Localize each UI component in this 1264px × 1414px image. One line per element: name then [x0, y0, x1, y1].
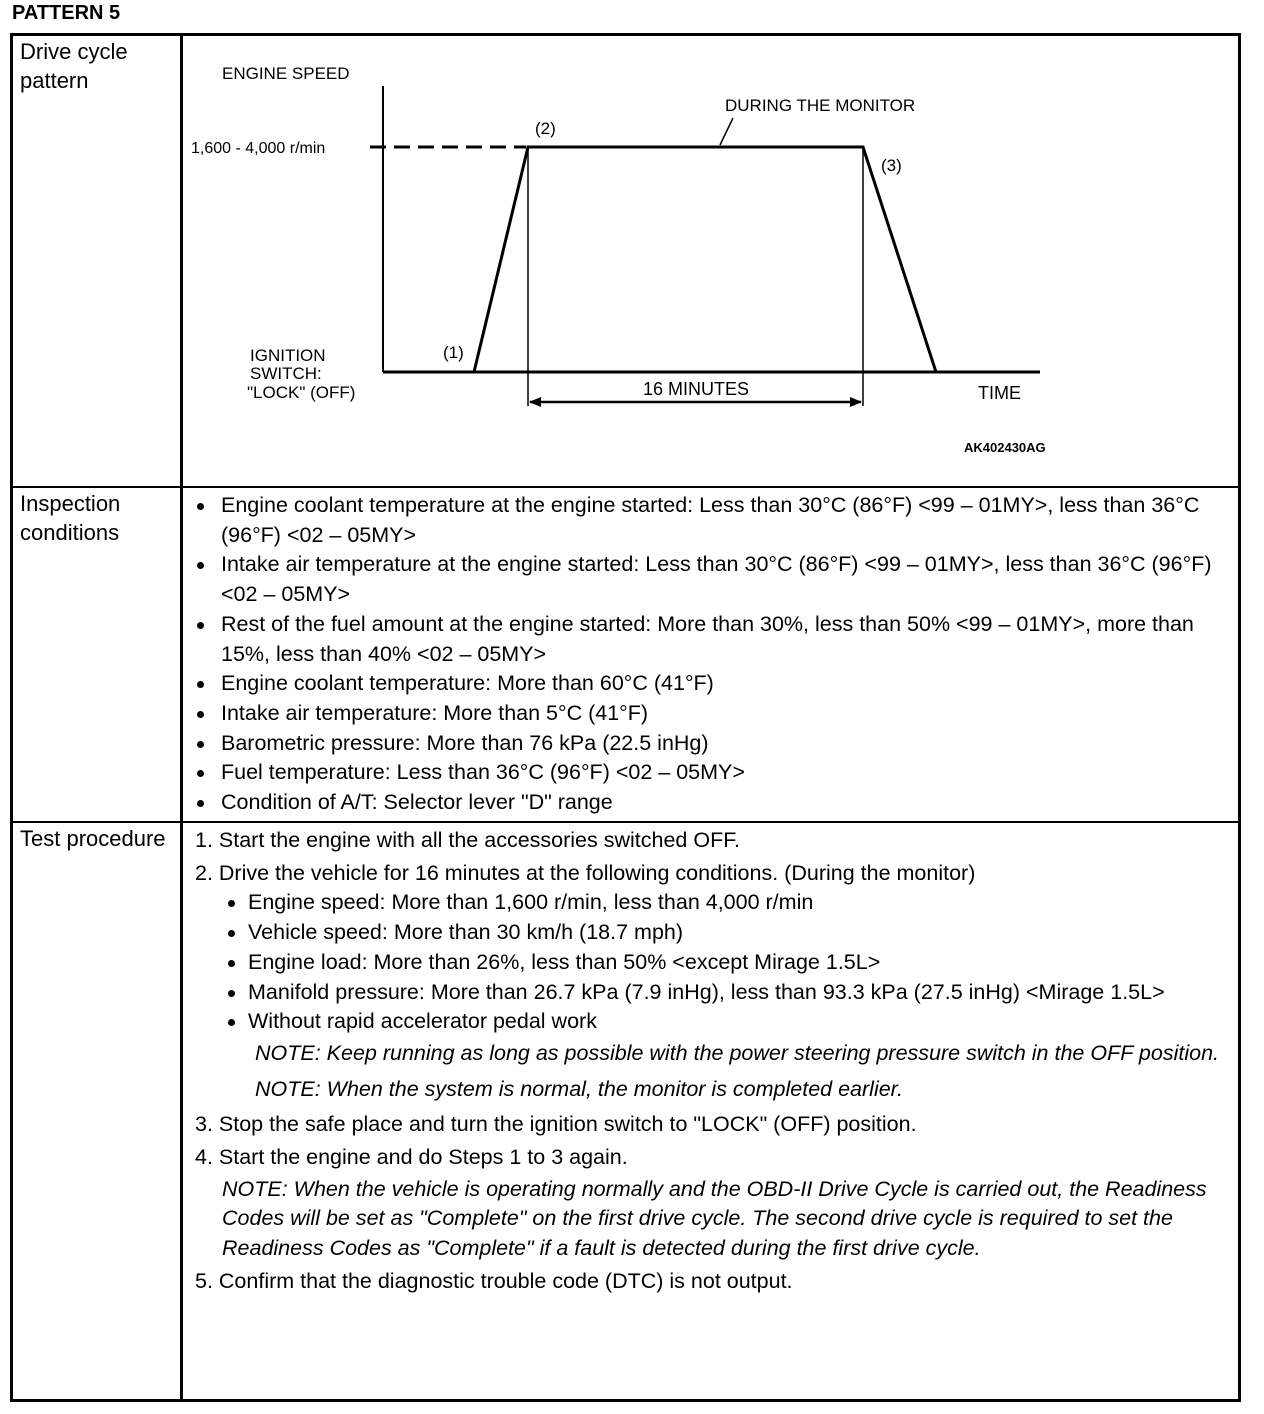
- list-item: Barometric pressure: More than 76 kPa (22.5 inHg): [221, 729, 1218, 759]
- speed-level-label: 1,600 - 4,000 r/min: [191, 140, 326, 157]
- inspection-list: [183, 488, 1238, 818]
- point-2-label: (2): [535, 119, 556, 138]
- step-2: [195, 859, 1224, 1105]
- y-axis-label: ENGINE SPEED: [222, 64, 350, 83]
- drive-cycle-diagram: [183, 36, 1233, 486]
- drive-cycle-table: [10, 33, 1241, 1402]
- drive-cycle-diagram-cell: [183, 36, 1238, 486]
- step-4-text: 4. Start the engine and do Steps 1 to 3 again.: [195, 1145, 628, 1170]
- list-item: Engine coolant temperature: More than 60°C (41°F): [221, 669, 1218, 699]
- list-item: Fuel temperature: Less than 36°C (96°F) <02 – 05MY>: [221, 758, 1218, 788]
- ignition-label-1: IGNITION: [250, 346, 326, 365]
- row-drive-cycle: [13, 36, 1238, 488]
- step-2-text: 2. Drive the vehicle for 16 minutes at the following conditions. (During the monitor): [195, 860, 976, 885]
- ignition-label-2: SWITCH:: [250, 364, 322, 383]
- speed-profile-line: [474, 147, 936, 372]
- arrow-head-left: [529, 397, 541, 407]
- duration-label: 16 MINUTES: [643, 379, 750, 399]
- test-procedure-cell: [183, 823, 1238, 1399]
- list-item: Intake air temperature at the engine started: Less than 30°C (86°F) <99 – 01MY>, less than 36°C (96°F) <02 – 05MY>: [221, 550, 1218, 609]
- note-system-normal: NOTE: When the system is normal, the monitor is completed earlier.: [255, 1076, 904, 1101]
- list-item: Intake air temperature: More than 5°C (41°F): [221, 699, 1218, 729]
- step-5: 5. Confirm that the diagnostic trouble code (DTC) is not output.: [195, 1268, 793, 1293]
- row-label: Test procedure: [13, 823, 183, 1399]
- row-label: Inspection conditions: [13, 488, 183, 821]
- point-1-label: (1): [443, 343, 464, 362]
- figure-code: AK402430AG: [964, 440, 1046, 455]
- step-2-conditions: [195, 888, 1224, 1037]
- list-item: Engine load: More than 26%, less than 50% <except Mirage 1.5L>: [248, 948, 1224, 978]
- note-readiness-codes: NOTE: When the vehicle is operating normally and the OBD-II Drive Cycle is carried out, the Readiness Codes will be set as "Complete" on the first drive cycle. The second drive cycle is required to set the Readiness Codes as "Complete" if a fault is detected during the first drive cycle.: [222, 1176, 1207, 1261]
- step-3: 3. Stop the safe place and turn the ignition switch to "LOCK" (OFF) position.: [195, 1112, 917, 1137]
- list-item: Without rapid accelerator pedal work: [248, 1007, 1224, 1037]
- list-item: Engine speed: More than 1,600 r/min, less than 4,000 r/min: [248, 888, 1224, 918]
- list-item: Vehicle speed: More than 30 km/h (18.7 mph): [248, 918, 1224, 948]
- list-item: Engine coolant temperature at the engine started: Less than 30°C (86°F) <99 – 01MY>, less than 36°C (96°F) <02 – 05MY>: [221, 491, 1218, 550]
- monitor-leader-line: [720, 118, 733, 145]
- list-item: Rest of the fuel amount at the engine started: More than 30%, less than 50% <99 – 01MY>, more than 15%, less than 40% <02 – 05MY>: [221, 610, 1218, 669]
- row-inspection-conditions: [13, 488, 1238, 823]
- list-item: Manifold pressure: More than 26.7 kPa (7.9 inHg), less than 93.3 kPa (27.5 inHg) <Mirage 1.5L>: [248, 978, 1224, 1008]
- procedure-steps: [183, 823, 1238, 1297]
- pattern-title: PATTERN 5: [12, 2, 121, 24]
- point-3-label: (3): [881, 156, 902, 175]
- x-axis-label: TIME: [978, 383, 1021, 403]
- step-4: [195, 1143, 1224, 1264]
- row-test-procedure: [13, 823, 1238, 1399]
- row-label: Drive cycle pattern: [13, 36, 183, 486]
- monitor-label: DURING THE MONITOR: [725, 96, 916, 115]
- step-1: 1. Start the engine with all the accessories switched OFF.: [195, 828, 740, 852]
- inspection-cell: [183, 488, 1238, 821]
- ignition-label-3: "LOCK" (OFF): [247, 383, 356, 402]
- list-item: Condition of A/T: Selector lever "D" range: [221, 788, 1218, 818]
- note-power-steering: NOTE: Keep running as long as possible with the power steering pressure switch in the OFF position.: [255, 1040, 1220, 1065]
- arrow-head-right: [850, 397, 862, 407]
